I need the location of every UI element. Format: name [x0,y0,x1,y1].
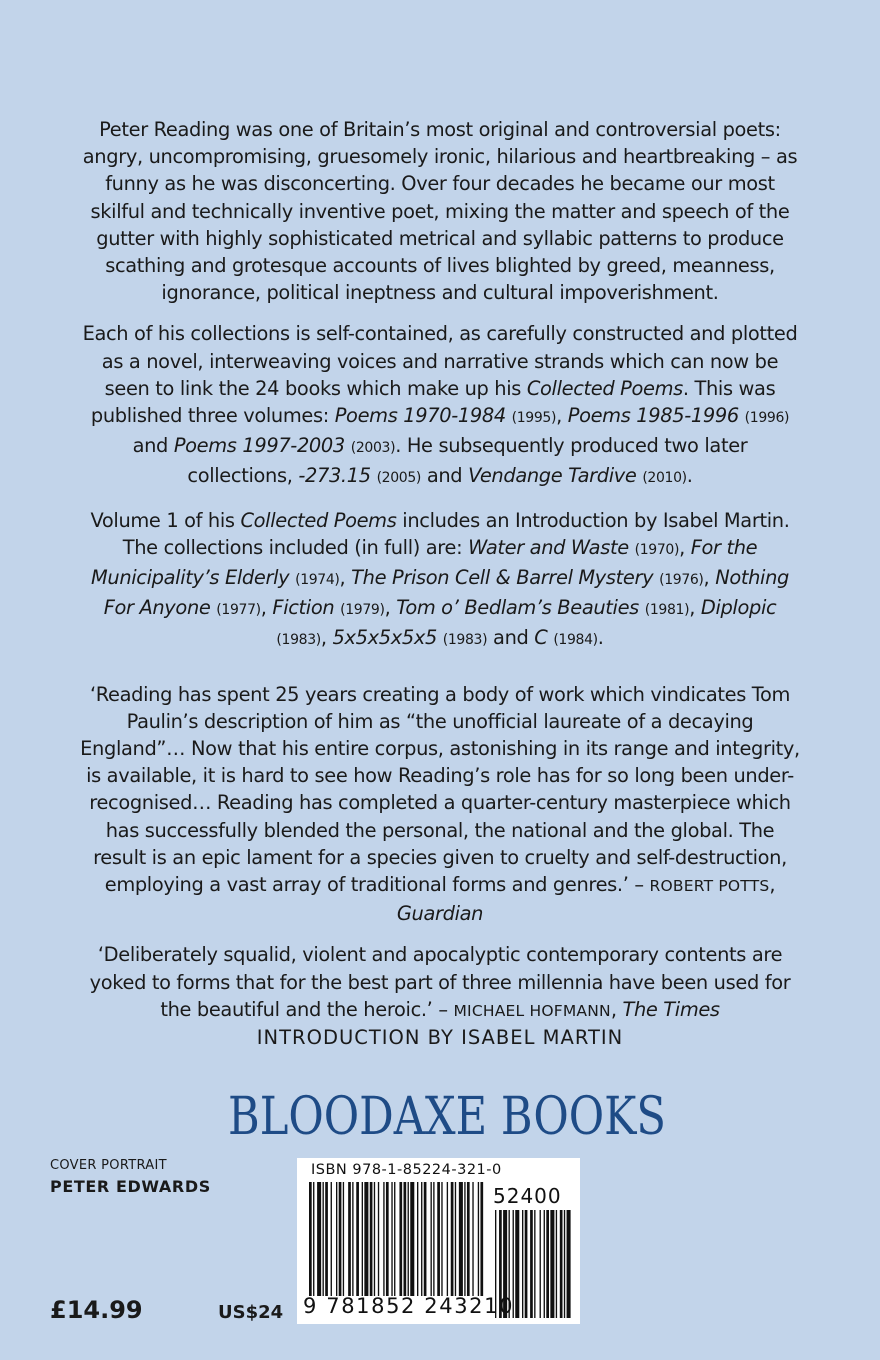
text-span: and [132,434,174,458]
title-collection: -273.15 [298,464,371,488]
back-cover-blurb [80,116,800,1039]
quote-text: ‘Reading has spent 25 years creating a body of work which vindicates Tom Paulin’s description of him as “the unofficial laureate of a decaying England”… Now that his entire corpus, astonishing in its range and integrity, is available, it is hard to see how Reading’s role has for so long been under-recognised… Reading has completed a quarter-century masterpiece which has successfully blended the personal, the national and the global. The result is an epic lament for a species given to cruelty and self-destruction, employing a vast array of traditional forms and genres.’ – [80,682,800,897]
title-collection: Nothing For Anyone [103,566,789,620]
year: (1974) [295,572,340,589]
barcode-addon-number: 52400 [493,1184,562,1208]
year: (1984) [553,632,598,649]
title-collection: The Prison Cell & Barrel Mystery [351,566,654,590]
year: (1970) [634,541,680,558]
ean-number: 9 781852 243210 [303,1294,515,1318]
year: (1996) [744,410,790,427]
title-collection: Fiction [272,596,335,620]
text-span: and [487,626,535,650]
year: (1981) [644,602,690,619]
title-collected-poems: Collected Poems [526,376,683,400]
text-span: , [769,873,776,897]
review-quote-times [80,941,800,1025]
isbn-barcode [297,1158,580,1324]
year: (1983) [442,632,488,649]
text-span: and [421,464,469,488]
text-span: Volume 1 of his [90,508,241,532]
year: (1976) [659,572,704,589]
price-uk: £14.99 [50,1296,143,1324]
quote-text: ‘Deliberately squalid, violent and apocalyptic contemporary contents are yoked to forms that for the best part of three millennia have been used for the beautiful and the heroic.’ – [89,943,791,1021]
text-span: . This was published three volumes: [90,376,776,428]
publisher-logo [227,1082,667,1147]
introduction-credit: INTRODUCTION BY ISABEL MARTIN [256,1026,624,1049]
year: (2010) [642,470,687,487]
cover-portrait-label: COVER PORTRAIT [50,1158,167,1173]
title-collection: Diplopic [700,596,777,620]
text-span: Each of his collections is self-contained, as carefully constructed and plotted as a novel, interweaving voices and narrative strands which can now be seen to link the 24 books which make up his [82,322,798,400]
text-span: , [610,997,623,1021]
year: (1979) [340,602,385,619]
text-span: . [686,464,693,488]
text-span: . He subsequently produced two later collections, [187,434,748,488]
text-span: . [597,626,604,650]
title-collection: For the Municipality’s Elderly [91,535,758,590]
title-collected-poems: Collected Poems [240,508,397,532]
title-collection: Tom o’ Bedlam’s Beauties [396,596,639,620]
quote-author: MICHAEL HOFMANN [453,1001,611,1020]
title-volume-1: Poems 1970-1984 [334,404,506,428]
title-volume-2: Poems 1985-1996 [567,404,739,428]
year: (1995) [511,410,557,427]
year: (1977) [216,602,261,619]
blurb-paragraph-3: Volume 1 of his Collected Poems includes an Introduction by Isabel Martin. The collections included (in full) are: Water and Waste (1970), For the Municipality’s Elderly (1974), The Prison Cell & Barrel Mystery (1976), Nothing For Anyone (1977), Fiction (1979), Tom o’ Bedlam’s Beauties (1981), Diplopic (1983), 5x5x5x5x5 (1983) and C (1984). [90,508,790,650]
blurb-paragraph-1: Peter Reading was one of Britain’s most original and controversial poets: angry, uncompromising, gruesomely ironic, hilarious and heartbreaking – as funny as he was disconcerting. Over four decades he became our most skilful and technically inventive poet, mixing the matter and speech of the gutter with highly sophisticated metrical and syllabic patterns to produce scathing and grotesque accounts of lives blighted by greed, meanness, ignorance, political ineptness and cultural impoverishment. [82,118,798,305]
text-span: includes an Introduction by Isabel Martin. The collections included (in full) are: [122,508,790,559]
title-collection: Vendange Tardive [468,464,637,488]
title-collection: C [534,626,548,650]
review-quote-guardian [80,681,800,928]
year: (1983) [276,632,321,649]
year: (2003) [350,440,396,457]
publisher-logo-text: BLOODAXE BOOKS [228,1087,666,1147]
title-collection: Water and Waste [468,535,629,559]
quote-source: The Times [622,997,720,1021]
isbn-number: ISBN 978-1-85224-321-0 [311,1162,502,1178]
text-span: , [556,404,568,428]
cover-artist-name: PETER EDWARDS [50,1177,211,1196]
blurb-paragraph-2 [80,320,800,492]
title-volume-3: Poems 1997-2003 [173,434,345,458]
price-us: US$24 [218,1302,284,1323]
title-collection: 5x5x5x5x5 [332,626,437,650]
quote-source: Guardian [396,902,484,926]
quote-author: ROBERT POTTS [649,877,770,896]
year: (2005) [376,470,422,487]
